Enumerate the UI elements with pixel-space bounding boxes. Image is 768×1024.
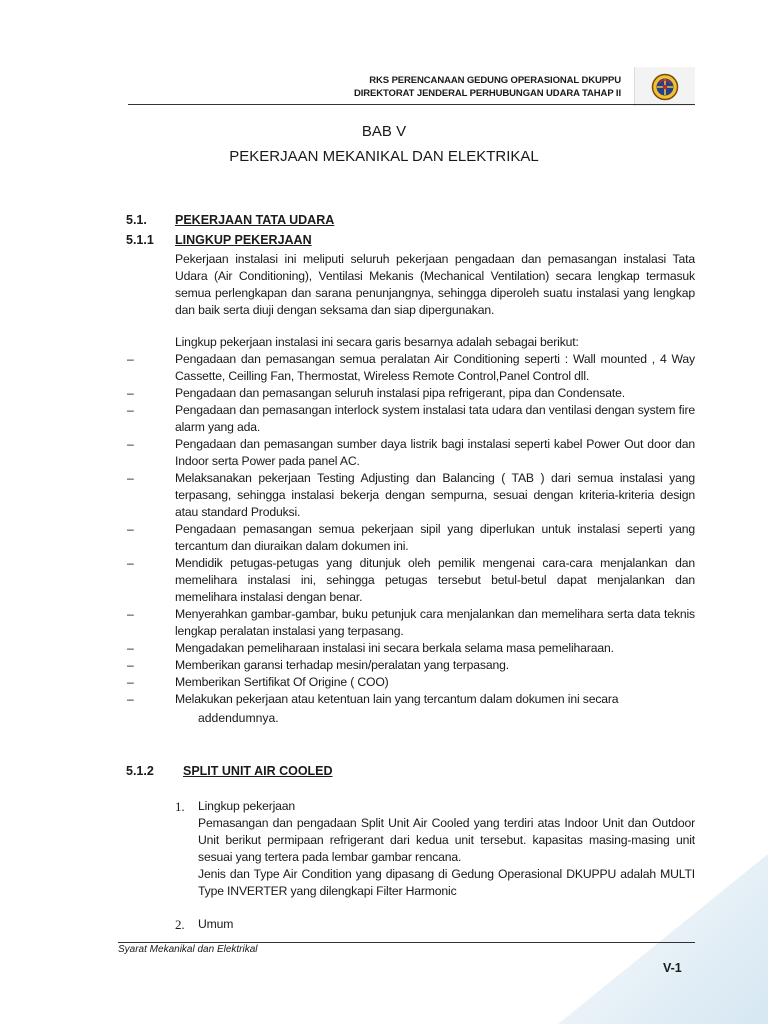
dash: –: [127, 522, 134, 536]
dash: –: [127, 471, 134, 485]
section-number-5-1: 5.1.: [126, 213, 147, 227]
dash: –: [127, 437, 134, 451]
list-item: [123, 657, 695, 674]
scope-paragraph: Pekerjaan instalasi ini meliputi seluruh pekerjaan pengadaan dan pemasangan instalasi Tata Udara (Air Conditioning), Ventilasi Mekanis (Mechanical Ventilation) secara lengkap termasuk semua perlengkapan dan sarana penunjangnya, sehingga diperoleh suatu instalasi yang lengkap dan baik serta diuji dengan seksama dan siap dipergunakan.: [175, 252, 695, 317]
list-item: [123, 402, 695, 436]
numbered-item-2: [175, 916, 695, 933]
section-title-text: LINGKUP PEKERJAAN: [175, 233, 312, 247]
list-item-text: Melaksanakan pekerjaan Testing Adjusting dan Balancing ( TAB ) dari semua instalasi yang terpasang, sehingga instalasi bekerja dengan sempurna, sesuai dengan kriteria-kriteria design atau standard Produksi.: [175, 471, 695, 519]
list-item-text: Melakukan pekerjaan atau ketentuan lain yang tercantum dalam dokumen ini secara: [175, 692, 619, 706]
section-title-text: PEKERJAAN TATA UDARA: [175, 213, 335, 227]
page-number: V-1: [663, 961, 682, 975]
list-item-text: Mengadakan pemeliharaan instalasi ini secara berkala selama masa pemeliharaan.: [175, 641, 614, 655]
section-title-5-1: [175, 212, 334, 229]
dash: –: [127, 352, 134, 366]
scope-bullet-list: [123, 351, 695, 708]
bullet-continuation: addendumnya.: [198, 711, 279, 725]
header-line-1: RKS PERENCANAAN GEDUNG OPERASIONAL DKUPPU: [369, 75, 621, 86]
dash: –: [127, 641, 134, 655]
dash: –: [127, 386, 134, 400]
header-text: [354, 74, 621, 100]
item-number: 1.: [175, 799, 185, 814]
list-item: [123, 470, 695, 521]
list-item-text: Menyerahkan gambar-gambar, buku petunjuk cara menjalankan dan memelihara serta data teknis lengkap peralatan instalasi yang terpasang.: [175, 607, 695, 638]
chapter-number: BAB V: [361, 123, 407, 140]
item-heading: Umum: [198, 917, 234, 931]
section-number-5-1-2: 5.1.2: [126, 764, 154, 778]
list-item: [123, 606, 695, 640]
list-item: [123, 691, 695, 708]
list-item-text: Pengadaan dan pemasangan seluruh instalasi pipa refrigerant, pipa dan Condensate.: [175, 386, 625, 400]
dash: –: [127, 607, 134, 621]
list-item-text: Pengadaan pemasangan semua pekerjaan sipil yang diperlukan untuk instalasi seperti yang tercantum dan diuraikan dalam dokumen ini.: [175, 522, 695, 553]
item-heading: Lingkup pekerjaan: [198, 799, 296, 813]
section-number-5-1-1: 5.1.1: [126, 233, 154, 247]
list-item: [123, 640, 695, 657]
dash: –: [127, 403, 134, 417]
list-item-text: Pengadaan dan pemasangan semua peralatan Air Conditioning seperti : Wall mounted , 4 Way Cassette, Ceilling Fan, Thermostat, Wireless Remote Control,Panel Control dll.: [175, 352, 695, 383]
list-item-text: Memberikan Sertifikat Of Origine ( COO): [175, 675, 389, 689]
list-item: [123, 555, 695, 606]
header-line-2: DIREKTORAT JENDERAL PERHUBUNGAN UDARA TAHAP II: [353, 88, 621, 99]
section-title-text: SPLIT UNIT AIR COOLED: [183, 764, 333, 778]
list-item: [123, 674, 695, 691]
header-rule: [128, 104, 695, 105]
list-item-text: Mendidik petugas-petugas yang ditunjuk oleh pemilik mengenai cara-cara menjalankan dan memelihara instalasi ini, sehingga petugas tersebut betul-betul dapat menjalankan dan memelihara instalasi dengan benar.: [175, 556, 695, 604]
section-title-5-1-1: [175, 232, 312, 249]
section-title-5-1-2: [183, 763, 333, 780]
list-item: [123, 351, 695, 385]
dash: –: [127, 658, 134, 672]
dash: –: [127, 675, 134, 689]
footer-rule: [118, 942, 695, 943]
list-item: [123, 436, 695, 470]
item-text: Pemasangan dan pengadaan Split Unit Air Cooled yang terdiri atas Indoor Unit dan Outdoor Unit berikut permipaan refrigerant dari kedua unit tersebut. kapasitas masing-masing unit sesuai yang tertera pada lembar gambar rencana.: [198, 816, 695, 864]
scope-intro: Lingkup pekerjaan instalasi ini secara garis besarnya adalah sebagai berikut:: [175, 335, 579, 349]
list-item-text: Memberikan garansi terhadap mesin/peralatan yang terpasang.: [175, 658, 509, 672]
list-item-text: Pengadaan dan pemasangan sumber daya listrik bagi instalasi seperti kabel Power Out door dan Indoor serta Power pada panel AC.: [175, 437, 695, 468]
list-item: [123, 521, 695, 555]
list-item: [123, 385, 695, 402]
chapter-title: PEKERJAAN MEKANIKAL DAN ELEKTRIKAL: [229, 148, 539, 165]
item-text: Jenis dan Type Air Condition yang dipasang di Gedung Operasional DKUPPU adalah MULTI Type INVERTER yang dilengkapi Filter Harmonic: [198, 867, 695, 898]
emblem-icon: [634, 67, 695, 106]
item-number: 2.: [175, 917, 185, 932]
dash: –: [127, 556, 134, 570]
page-header: [128, 67, 695, 106]
list-item-text: Pengadaan dan pemasangan interlock system instalasi tata udara dan ventilasi dengan system fire alarm yang ada.: [175, 403, 695, 434]
numbered-item-1: [175, 798, 695, 900]
footer-text: Syarat Mekanikal dan Elektrikal: [118, 944, 258, 955]
dash: –: [127, 692, 134, 706]
